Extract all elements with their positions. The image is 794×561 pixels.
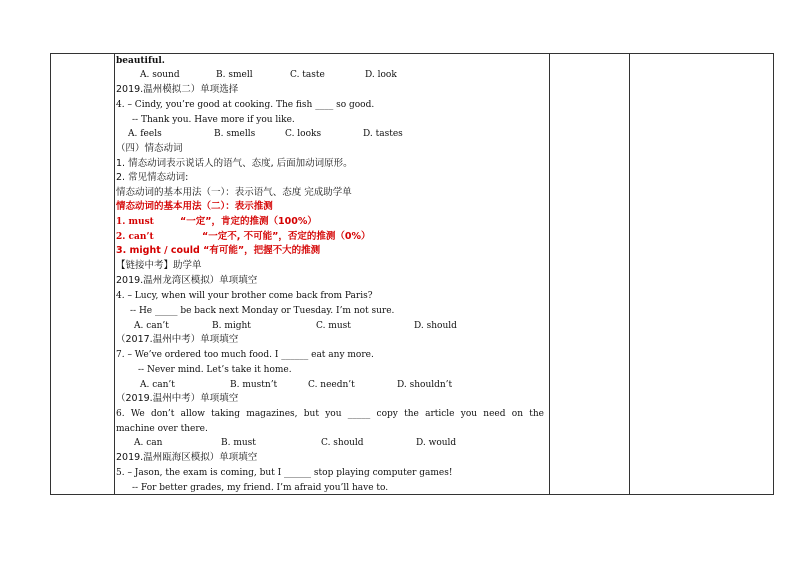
options-row bbox=[116, 69, 546, 81]
section-heading: 【链接中考】助学单 bbox=[116, 260, 202, 271]
section-heading: （四）情态动词 bbox=[116, 143, 183, 154]
option-a: A. can’t bbox=[140, 380, 175, 390]
question-line: machine over there. bbox=[116, 424, 208, 434]
options-row bbox=[116, 320, 546, 332]
option-a: A. sound bbox=[140, 70, 180, 80]
question-line: 7. – We’ve ordered too much food. I ______ eat any more. bbox=[116, 350, 374, 360]
question-line: 5. – Jason, the exam is coming, but I ______ stop playing computer games! bbox=[116, 468, 453, 478]
dialog-line: -- Never mind. Let’s take it home. bbox=[138, 365, 292, 375]
column-divider bbox=[629, 54, 630, 494]
option-b: B. mustn’t bbox=[230, 380, 278, 390]
question-line: 6. We don’t allow taking magazines, but you _____ copy the article you need on the bbox=[116, 409, 544, 419]
question-line: 4. – Cindy, you’re good at cooking. The fish ____ so good. bbox=[116, 100, 375, 110]
option-d: D. tastes bbox=[363, 129, 403, 139]
text-line: 2. 常见情态动词: bbox=[116, 172, 189, 183]
option-c: C. must bbox=[316, 321, 351, 331]
text-line: 1. 情态动词表示说话人的语气、态度, 后面加动词原形。 bbox=[116, 158, 353, 169]
option-d: D. should bbox=[414, 321, 457, 331]
option-b: B. smells bbox=[214, 129, 256, 139]
option-b: B. might bbox=[212, 321, 251, 331]
option-b: B. must bbox=[221, 438, 256, 448]
option-d: D. shouldn’t bbox=[397, 380, 453, 390]
highlight-line: “一定不, 不可能”，否定的推测（0%） bbox=[202, 231, 371, 242]
highlight-line: 3. might / could “有可能”，把握不大的推测 bbox=[116, 245, 321, 256]
option-a: A. feels bbox=[128, 129, 162, 139]
dialog-line: -- He _____ be back next Monday or Tuesday. I’m not sure. bbox=[130, 306, 395, 316]
section-heading: 2019.温州龙湾区模拟）单项填空 bbox=[116, 275, 258, 286]
option-d: D. look bbox=[365, 70, 397, 80]
section-heading: （2019.温州中考）单项填空 bbox=[116, 393, 239, 404]
section-heading: （2017.温州中考）单项填空 bbox=[116, 334, 239, 345]
options-row bbox=[116, 128, 546, 140]
option-a: A. can bbox=[134, 438, 163, 448]
option-c: C. looks bbox=[285, 129, 322, 139]
option-d: D. would bbox=[416, 438, 457, 448]
option-c: C. taste bbox=[290, 70, 325, 80]
highlight-line: “一定”，肯定的推测（100%） bbox=[180, 216, 317, 227]
column-divider bbox=[549, 54, 550, 494]
highlight-line: 情态动词的基本用法（二）：表示推测 bbox=[116, 201, 273, 212]
option-c: C. needn’t bbox=[308, 380, 355, 390]
option-a: A. can’t bbox=[134, 321, 169, 331]
highlight-line: 2. can’t bbox=[116, 232, 154, 242]
section-heading: 2019.温州模拟二）单项选择 bbox=[116, 84, 239, 95]
option-b: B. smell bbox=[216, 70, 253, 80]
options-row bbox=[116, 437, 546, 449]
options-row bbox=[116, 379, 546, 391]
dialog-line: -- Thank you. Have more if you like. bbox=[132, 115, 295, 125]
highlight-line: 1. must bbox=[116, 217, 154, 227]
section-heading: 2019.温州瓯海区模拟）单项填空 bbox=[116, 452, 258, 463]
text-line: beautiful. bbox=[116, 56, 165, 66]
question-line: 4. – Lucy, when will your brother come back from Paris? bbox=[116, 291, 373, 301]
option-c: C. should bbox=[321, 438, 364, 448]
dialog-line: -- For better grades, my friend. I’m afraid you’ll have to. bbox=[132, 483, 389, 493]
text-line: 情态动词的基本用法（一）：表示语气、态度 完成助学单 bbox=[116, 187, 352, 198]
column-divider bbox=[114, 54, 115, 494]
